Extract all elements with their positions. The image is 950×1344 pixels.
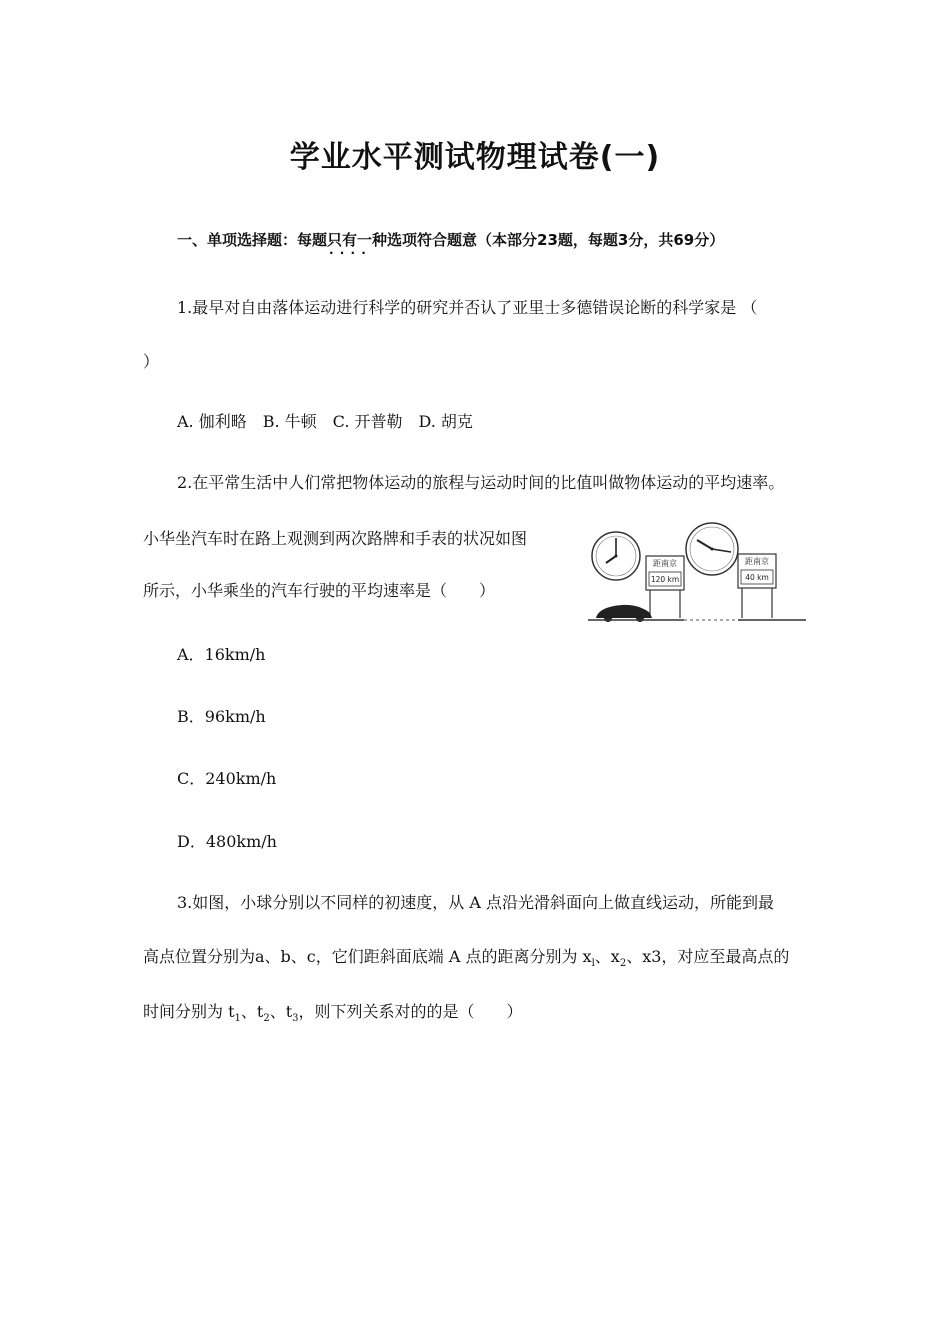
q1-stem-close: ） <box>143 352 160 371</box>
q3-stem-line2 <box>143 944 789 969</box>
q3-stem-line3 <box>143 999 523 1024</box>
q3-line3-text-a: 时间分别为 t <box>143 1002 235 1021</box>
q1-options: A. 伽利略 B. 牛顿 C. 开普勒 D. 胡克 <box>177 412 473 431</box>
q2-figure-clocks-signs <box>588 518 808 626</box>
q3-line2-text-c: 、x3，对应至最高点的 <box>626 947 790 966</box>
road-sign-2 <box>738 554 776 618</box>
section-heading-emphasis: 只有一种 · · · · <box>327 231 387 249</box>
q3-line3-text-c: 、t <box>269 1002 293 1021</box>
q2-stem-line3: 所示，小华乘坐的汽车行驶的平均速率是（ ） <box>143 581 496 600</box>
clock-2-icon <box>686 523 738 575</box>
q2-option-a: A．16km/h <box>177 645 266 664</box>
q2-option-d: D．480km/h <box>177 832 277 851</box>
sign-2-value: 40 km <box>745 573 769 582</box>
section-heading <box>177 229 724 250</box>
sign-2-title: 距南京 <box>745 557 769 566</box>
sign-1-title: 距南京 <box>653 559 677 568</box>
q3-sub-x1: l <box>591 958 595 970</box>
q2-option-c: C．240km/h <box>177 769 277 788</box>
q3-line3-text-d: ，则下列关系对的的是（ ） <box>298 1002 523 1021</box>
section-heading-pre: 一、单项选择题：每题 <box>177 231 328 249</box>
q2-option-b: B．96km/h <box>177 707 266 726</box>
q3-sub-t2: 2 <box>263 1013 270 1025</box>
sign-1-value: 120 km <box>650 575 680 584</box>
q3-sub-t1: 1 <box>234 1013 241 1025</box>
q3-sub-t3: 3 <box>292 1013 299 1025</box>
q2-stem-line1: 2.在平常生活中人们常把物体运动的旅程与运动时间的比值叫做物体运动的平均速率。 <box>177 473 785 492</box>
q2-stem-line2: 小华坐汽车时在路上观测到两次路牌和手表的状况如图 <box>143 529 528 548</box>
page-title: 学业水平测试物理试卷(一) <box>289 140 661 175</box>
q3-line2-text-a: 高点位置分别为a、b、c，它们距斜面底端 A 点的距离分别为 x <box>143 947 592 966</box>
clock-1-icon <box>592 532 640 580</box>
q3-line3-text-b: 、t <box>240 1002 264 1021</box>
road-sign-1 <box>646 556 684 618</box>
q3-line2-text-b: 、x <box>594 947 620 966</box>
q3-sub-x2: 2 <box>619 958 627 970</box>
section-heading-post: 选项符合题意（本部分23题，每题3分，共69分） <box>387 231 725 249</box>
q1-stem: 1.最早对自由落体运动进行科学的研究并否认了亚里士多德错误论断的科学家是 （ <box>177 298 758 317</box>
q3-stem-line1: 3.如图，小球分别以不同样的初速度，从 A 点沿光滑斜面向上做直线运动，所能到最 <box>177 893 774 912</box>
